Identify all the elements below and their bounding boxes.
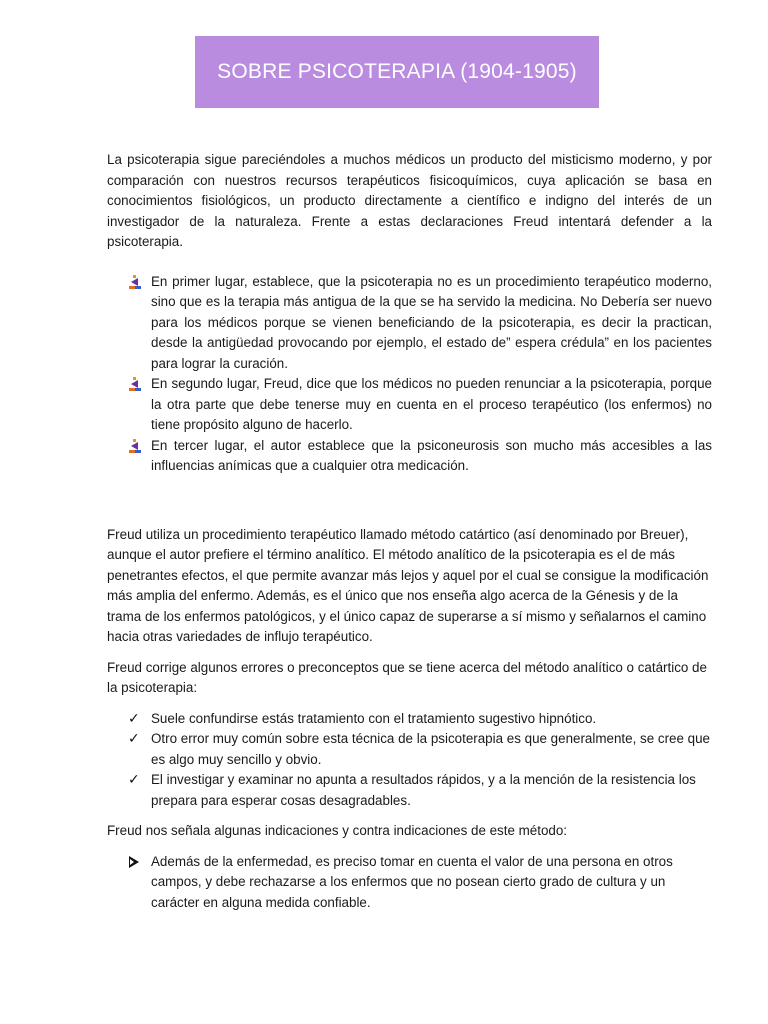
list-item	[107, 729, 712, 770]
list-item-text: Además de la enfermedad, es preciso tomar en cuenta el valor de una persona en otros campos, y debe rechazarse a los enfermos que no posean cierto grado de cultura y un carácter en alguna medida confiable.	[151, 853, 673, 910]
document-body	[107, 150, 712, 913]
indications-list	[107, 852, 712, 914]
list-item-text: Otro error muy común sobre esta técnica de la psicoterapia es que generalmente, se cree que es algo muy sencillo y obvio.	[151, 731, 710, 767]
list-item-text: En tercer lugar, el autor establece que la psiconeurosis son mucho más accesibles a las influencias anímicas que a cualquier otra medicación.	[151, 437, 712, 473]
list-item	[107, 436, 712, 477]
page-title: SOBRE PSICOTERAPIA (1904-1905)	[217, 60, 577, 83]
colored-arrow-bullet-icon	[129, 377, 143, 391]
list-item	[107, 770, 712, 811]
colored-arrow-bullet-icon	[129, 275, 143, 289]
title-banner	[195, 36, 599, 108]
list-item-text: El investigar y examinar no apunta a resultados rápidos, y a la mención de la resistencia los prepara para esperar cosas desagradables.	[151, 772, 696, 808]
list-item	[107, 374, 712, 436]
checkmark-icon: ✓	[128, 772, 140, 788]
list-item-text: En segundo lugar, Freud, dice que los médicos no pueden renunciar a la psicoterapia, porque la otra parte que debe tenerse muy en cuenta en el proceso terapéutico (los enfermos) no tiene propósito alguno de hacerlo.	[151, 376, 712, 432]
list-item-text: En primer lugar, establece, que la psicoterapia no es un procedimiento terapéutico moderno, sino que es la terapia más antigua de la que se ha servido la medicina. No Debería ser nuevo para los médicos porque se vienen beneficiando de la psicoterapia, es decir la practican, desde la antigüedad provocando por ejemplo, el estado de” espera crédula” en los pacientes para lograr la curación.	[151, 273, 712, 371]
checkmark-icon: ✓	[128, 731, 140, 747]
errors-intro: Freud corrige algunos errores o preconceptos que se tiene acerca del método analítico o catártico de la psicoterapia:	[107, 659, 707, 695]
arrowhead-icon	[129, 856, 139, 868]
list-item	[107, 272, 712, 375]
defense-points-list	[107, 272, 712, 477]
colored-arrow-bullet-icon	[129, 439, 143, 453]
intro-paragraph: La psicoterapia sigue pareciéndoles a muchos médicos un producto del misticismo moderno, y por comparación con nuestros recursos terapéuticos fisicoquímicos, cuya aplicación se basa en conocimientos fisiológicos, un producto directamente a científico e indigno del interés de un investigador de la naturaleza. Frente a estas declaraciones Freud intentará defender a la psicoterapia.	[107, 152, 712, 249]
list-item-text: Suele confundirse estás tratamiento con el tratamiento sugestivo hipnótico.	[151, 710, 597, 726]
list-item	[107, 709, 712, 730]
indications-intro: Freud nos señala algunas indicaciones y contra indicaciones de este método:	[107, 823, 568, 838]
list-item	[107, 852, 712, 914]
errors-list	[107, 709, 712, 812]
method-paragraph: Freud utiliza un procedimiento terapéutico llamado método catártico (así denominado por Breuer), aunque el autor prefiere el término analítico. El método analítico de la psicoterapia es el de más penetrantes efectos, el que permite avanzar más lejos y aquel por el cual se consigue la modificación más amplia del enfermo. Además, es el único que nos enseña algo acerca de la Génesis y de la trama de los enfermos patológicos, y el único capaz de superarse a sí mismo y señalarnos el camino hacia otras variedades de influjo terapéutico.	[107, 526, 709, 644]
checkmark-icon: ✓	[128, 710, 140, 727]
